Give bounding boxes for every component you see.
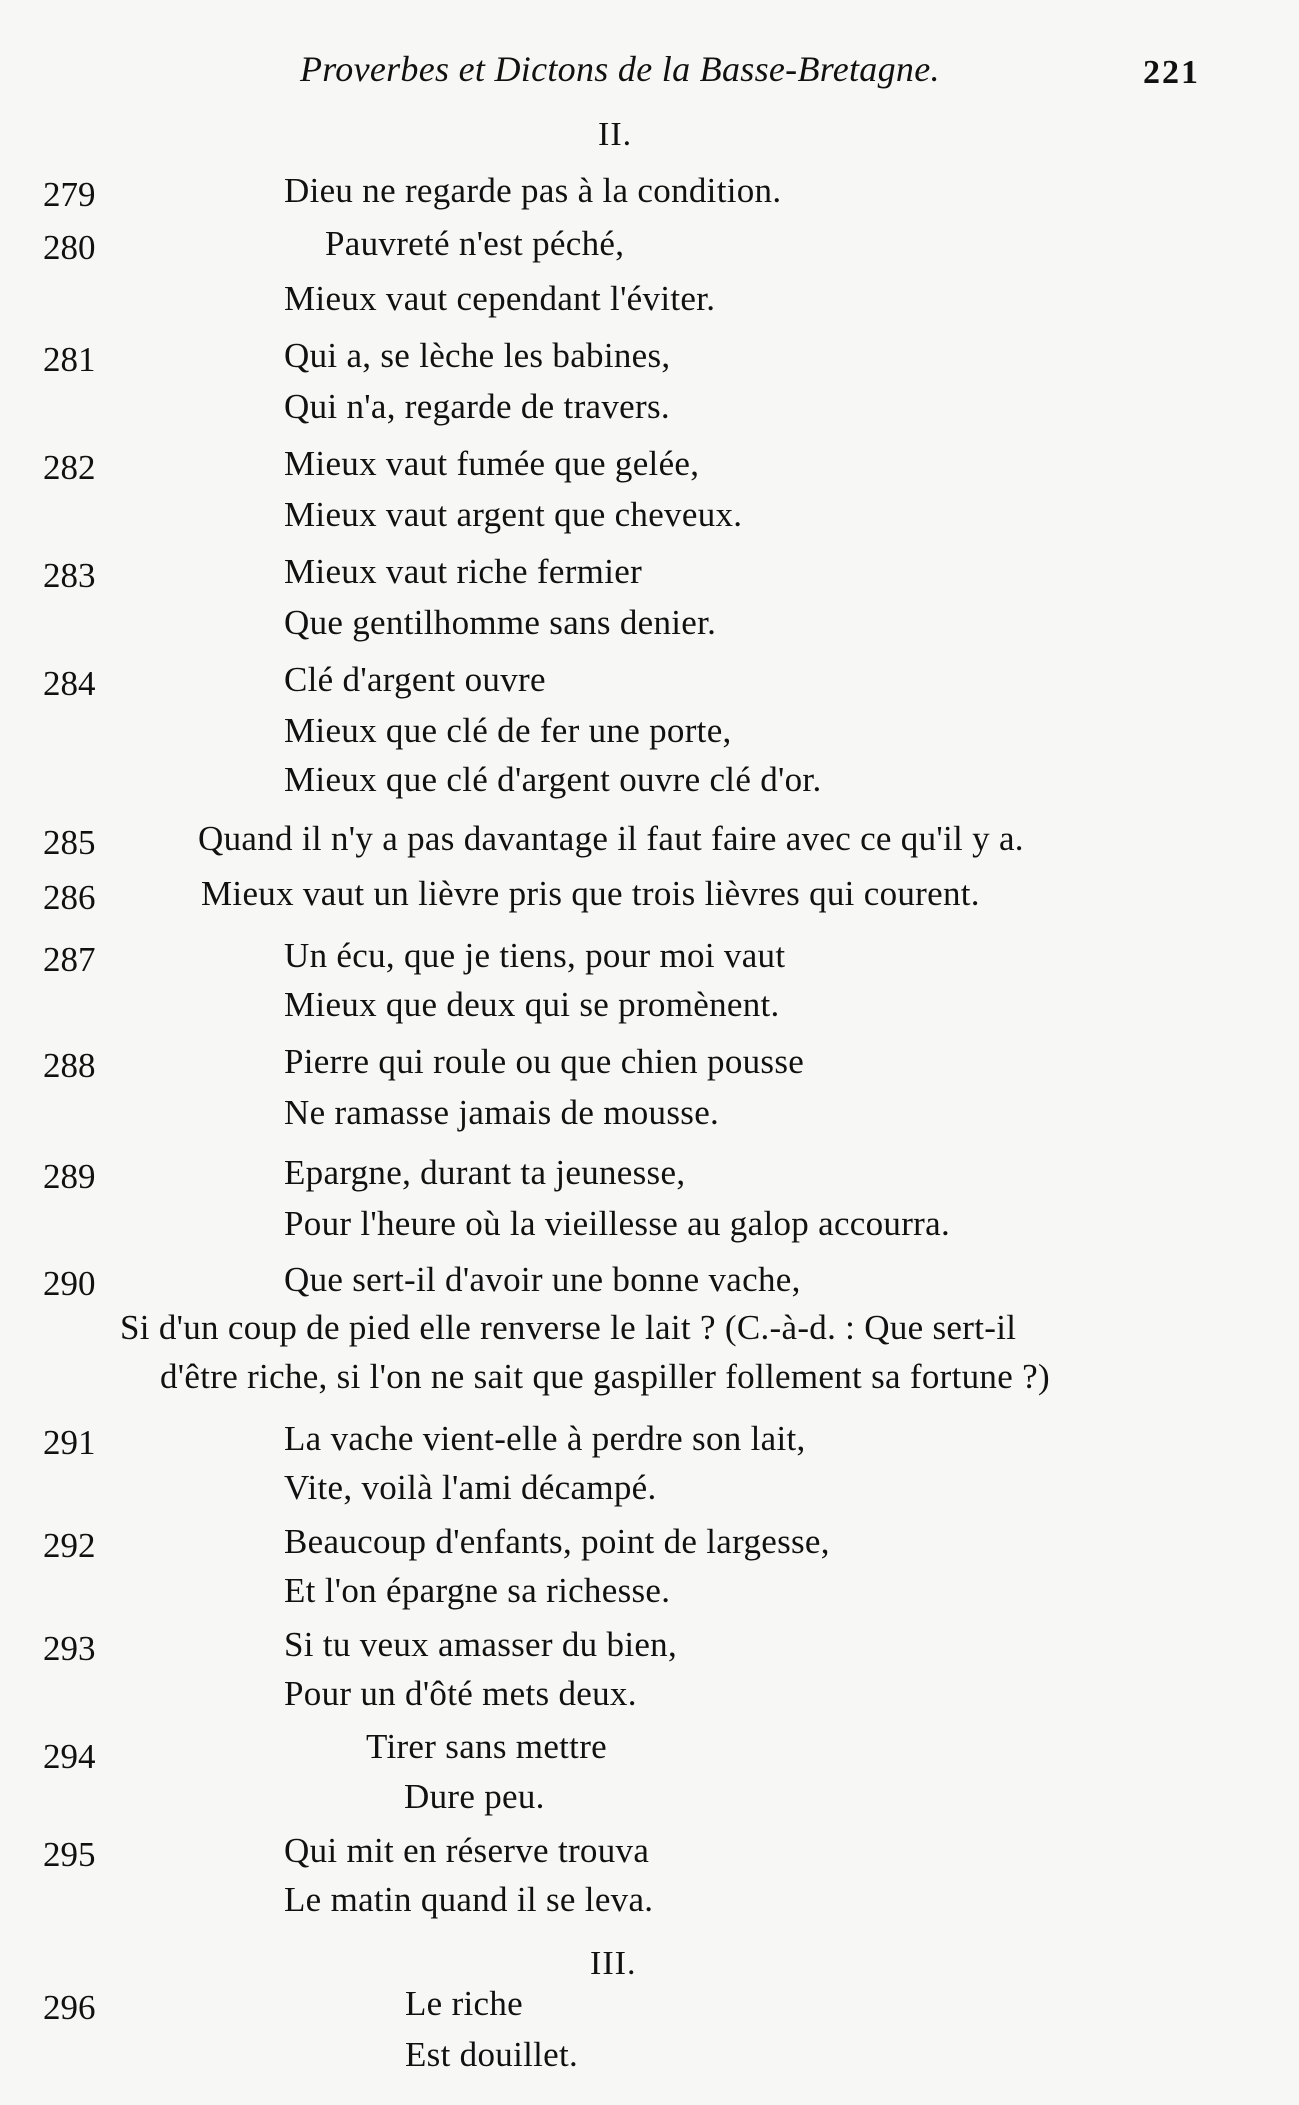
entry-number: 283 bbox=[43, 556, 96, 595]
proverb-line: Mieux vaut un lièvre pris que trois lièvres qui courent. bbox=[201, 874, 980, 913]
entry-number: 287 bbox=[43, 940, 96, 979]
proverb-line: Que gentilhomme sans denier. bbox=[284, 603, 717, 642]
proverb-line: Quand il n'y a pas davantage il faut faire avec ce qu'il y a. bbox=[198, 819, 1024, 858]
proverb-line: Epargne, durant ta jeunesse, bbox=[284, 1153, 686, 1192]
proverb-line: Mieux que clé d'argent ouvre clé d'or. bbox=[284, 760, 822, 799]
proverb-line: Ne ramasse jamais de mousse. bbox=[284, 1093, 720, 1132]
section-heading-ii: II. bbox=[598, 116, 633, 153]
entry-number: 292 bbox=[43, 1526, 96, 1565]
entry-number: 294 bbox=[43, 1737, 96, 1776]
entry-number: 290 bbox=[43, 1264, 96, 1303]
proverb-line: Clé d'argent ouvre bbox=[284, 660, 546, 699]
entry-number: 286 bbox=[43, 878, 96, 917]
entry-number: 293 bbox=[43, 1629, 96, 1668]
proverb-line: Le riche bbox=[405, 1984, 524, 2023]
entry-number: 296 bbox=[43, 1988, 96, 2027]
proverb-line: Mieux vaut fumée que gelée, bbox=[284, 444, 700, 483]
page-number: 221 bbox=[1143, 54, 1200, 91]
entry-number: 282 bbox=[43, 448, 96, 487]
entry-number: 295 bbox=[43, 1835, 96, 1874]
proverb-line: Beaucoup d'enfants, point de largesse, bbox=[284, 1522, 830, 1561]
section-heading-iii: III. bbox=[590, 1945, 637, 1982]
proverb-line: Qui n'a, regarde de travers. bbox=[284, 387, 670, 426]
proverb-line: Tirer sans mettre bbox=[366, 1727, 607, 1766]
entry-number: 291 bbox=[43, 1423, 96, 1462]
proverb-line: Mieux vaut riche fermier bbox=[284, 552, 643, 591]
proverb-line: Qui mit en réserve trouva bbox=[284, 1831, 650, 1870]
proverb-line: Mieux que clé de fer une porte, bbox=[284, 711, 732, 750]
proverb-line: Vite, voilà l'ami décampé. bbox=[284, 1468, 657, 1507]
entry-number: 279 bbox=[43, 175, 96, 214]
proverb-line: Pierre qui roule ou que chien pousse bbox=[284, 1042, 805, 1081]
proverb-line: Le matin quand il se leva. bbox=[284, 1880, 654, 1919]
proverb-line: Est douillet. bbox=[405, 2035, 579, 2074]
proverb-line: Qui a, se lèche les babines, bbox=[284, 336, 671, 375]
proverb-line: Si tu veux amasser du bien, bbox=[284, 1625, 678, 1664]
entry-number: 288 bbox=[43, 1046, 96, 1085]
proverb-line: Mieux vaut argent que cheveux. bbox=[284, 495, 743, 534]
proverb-line: Pauvreté n'est péché, bbox=[325, 224, 625, 263]
entry-number: 285 bbox=[43, 823, 96, 862]
proverb-line: Dieu ne regarde pas à la condition. bbox=[284, 171, 782, 210]
entry-number: 289 bbox=[43, 1157, 96, 1196]
entry-number: 280 bbox=[43, 228, 96, 267]
proverb-line: d'être riche, si l'on ne sait que gaspiller follement sa fortune ?) bbox=[160, 1357, 1050, 1396]
proverb-line: La vache vient-elle à perdre son lait, bbox=[284, 1419, 806, 1458]
proverb-line: Mieux que deux qui se promènent. bbox=[284, 985, 780, 1024]
proverb-line: Pour un d'ôté mets deux. bbox=[284, 1674, 637, 1713]
entry-number: 284 bbox=[43, 664, 96, 703]
proverb-line: Et l'on épargne sa richesse. bbox=[284, 1571, 671, 1610]
running-title: Proverbes et Dictons de la Basse-Bretagne. bbox=[300, 49, 940, 89]
proverb-line: Un écu, que je tiens, pour moi vaut bbox=[284, 936, 786, 975]
entry-number: 281 bbox=[43, 340, 96, 379]
proverb-line: Si d'un coup de pied elle renverse le lait ? (C.-à-d. : Que sert-il bbox=[120, 1308, 1017, 1347]
proverb-line: Pour l'heure où la vieillesse au galop accourra. bbox=[284, 1204, 951, 1243]
proverb-line: Mieux vaut cependant l'éviter. bbox=[284, 279, 716, 318]
proverb-line: Dure peu. bbox=[404, 1777, 545, 1816]
proverb-line: Que sert-il d'avoir une bonne vache, bbox=[284, 1260, 801, 1299]
